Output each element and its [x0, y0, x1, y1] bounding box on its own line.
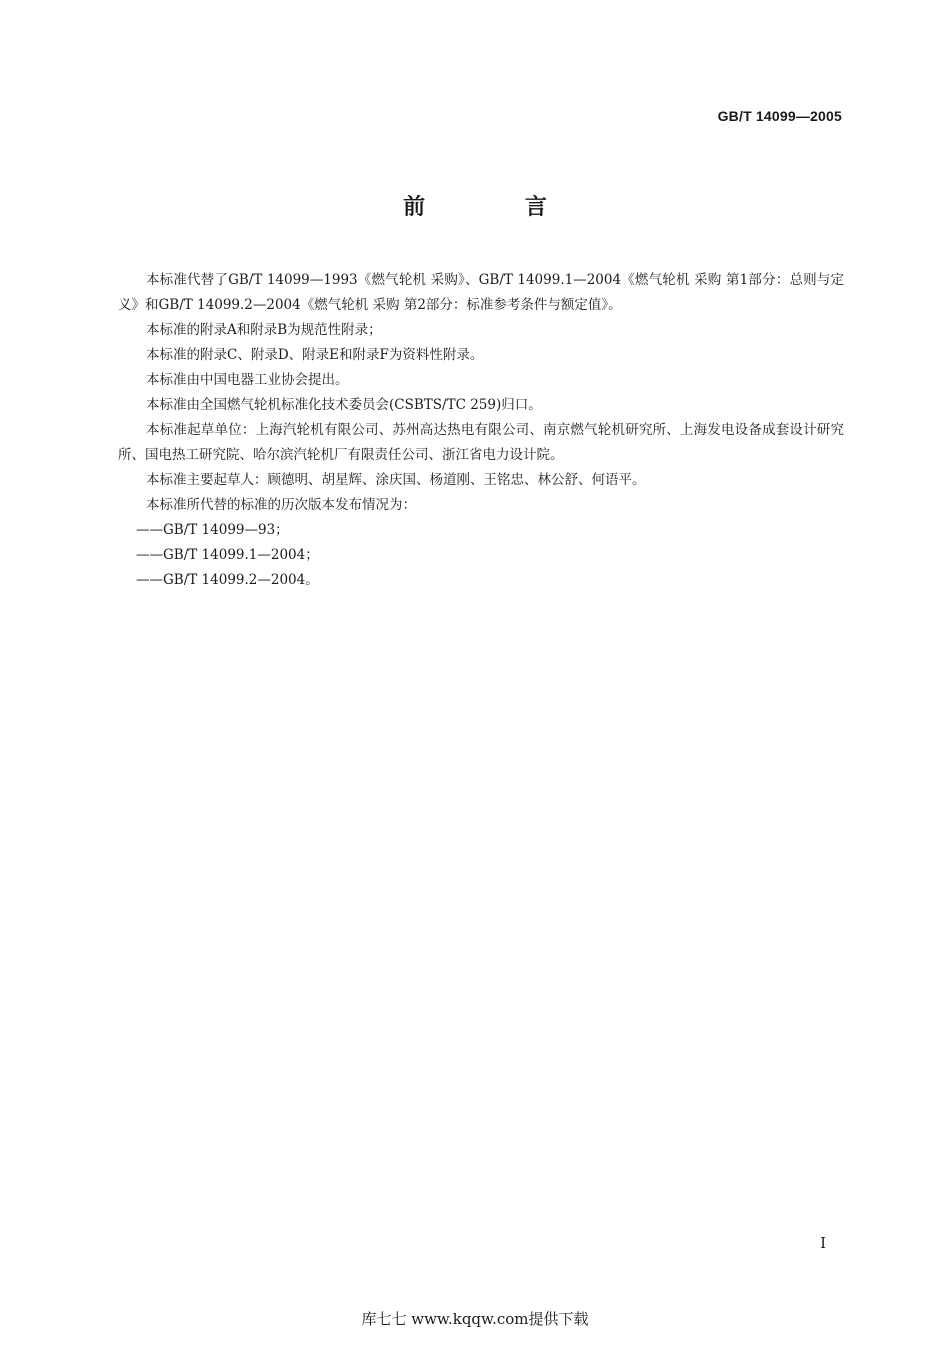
paragraph-replaces: 本标准代替了GB/T 14099—1993《燃气轮机 采购》、GB/T 14099.1—2004《燃气轮机 采购 第1部分：总则与定义》和GB/T 14099.2—2004《燃气轮机 采购 第2部分：标准参考条件与额定值》。	[118, 272, 844, 313]
page-title: 前 言	[403, 195, 593, 220]
paragraph-drafting-units: 本标准起草单位：上海汽轮机有限公司、苏州高达热电有限公司、南京燃气轮机研究所、上海发电设备成套设计研究所、国电热工研究院、哈尔滨汽轮机厂有限责任公司、浙江省电力设计院。	[118, 422, 844, 463]
paragraph-proposed-by: 本标准由中国电器工业协会提出。	[146, 372, 349, 388]
paragraph-normative-annexes: 本标准的附录A和附录B为规范性附录；	[146, 322, 382, 338]
paragraph-drafters: 本标准主要起草人：顾德明、胡星辉、涂庆国、杨道刚、王铭忠、林公舒、何语平。	[146, 472, 646, 488]
paragraph-centralized-by: 本标准由全国燃气轮机标准化技术委员会(CSBTS/TC 259)归口。	[146, 397, 542, 413]
page-number: I	[820, 1234, 826, 1252]
download-footer: 库七七 www.kqqw.com提供下载	[361, 1310, 589, 1328]
document-body	[118, 268, 844, 593]
paragraph-informative-annexes: 本标准的附录C、附录D、附录E和附录F为资料性附录。	[146, 347, 484, 363]
history-list-item: ——GB/T 14099.2—2004。	[136, 572, 319, 588]
standard-code: GB/T 14099—2005	[717, 108, 842, 124]
history-list-item: ——GB/T 14099—93；	[136, 522, 289, 538]
history-list-item: ——GB/T 14099.1—2004；	[136, 547, 319, 563]
paragraph-history-intro: 本标准所代替的标准的历次版本发布情况为：	[146, 497, 416, 513]
